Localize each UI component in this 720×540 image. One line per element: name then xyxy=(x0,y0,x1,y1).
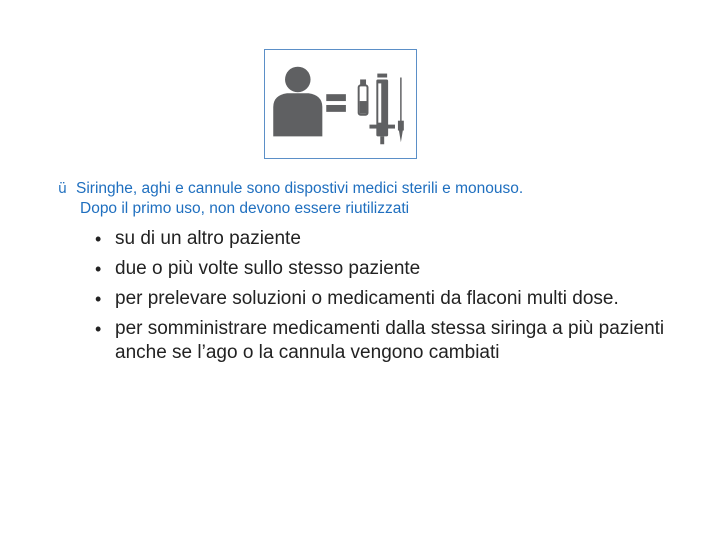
check-mark-icon: ü xyxy=(58,181,67,197)
bullet-item xyxy=(95,317,665,365)
bullet-marker: • xyxy=(95,229,102,249)
bullet-item xyxy=(95,227,665,251)
bullet-marker: • xyxy=(95,289,102,309)
bullet-marker: • xyxy=(95,259,102,279)
bullet-item xyxy=(95,287,665,311)
bullet-text: per prelevare soluzioni o medicamenti da flaconi multi dose. xyxy=(115,288,619,309)
bullet-text: per somministrare medicamenti dalla stessa siringa a più pazienti anche se l’ago o la cannula vengono cambiati xyxy=(115,318,665,363)
bullet-marker: • xyxy=(95,319,102,339)
lead-line-1: Siringhe, aghi e cannule sono dispostivi medici sterili e monouso. xyxy=(76,180,524,197)
bullet-text: su di un altro paziente xyxy=(115,228,301,249)
bullet-text: due o più volte sullo stesso paziente xyxy=(115,258,421,279)
illustration-frame xyxy=(264,49,417,159)
lead-statement xyxy=(58,179,678,219)
lead-line-2: Dopo il primo uso, non devono essere riutilizzati xyxy=(80,200,410,217)
bullet-list xyxy=(95,227,665,371)
person-equals-syringe-icon xyxy=(265,50,416,158)
bullet-item xyxy=(95,257,665,281)
